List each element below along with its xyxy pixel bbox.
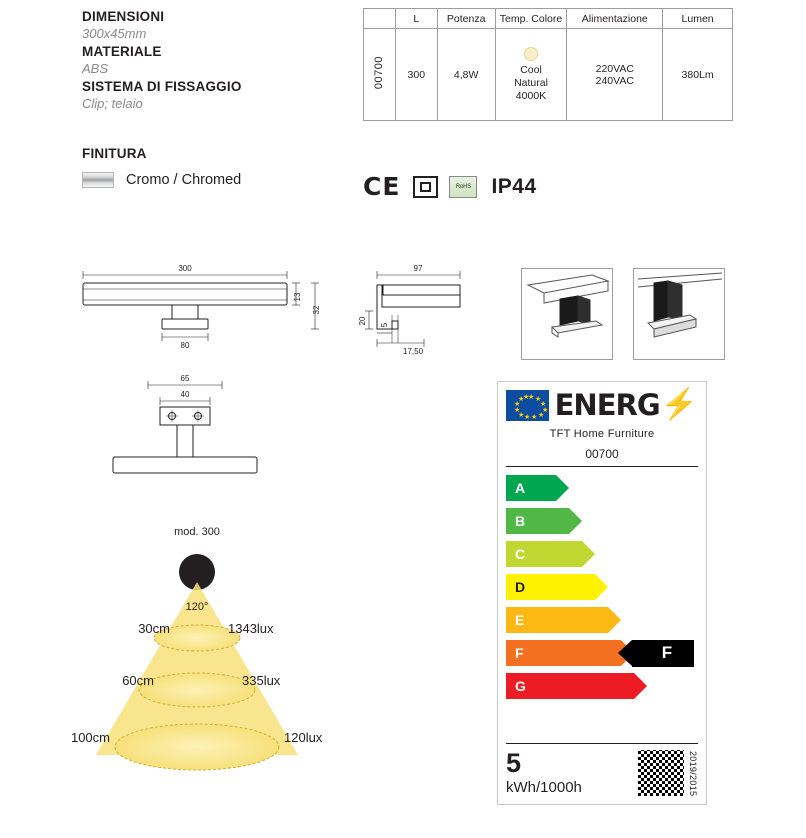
energy-class-label-a: A [506, 475, 556, 501]
spec-value-dimensioni: 300x45mm [82, 26, 147, 41]
energy-class-row-f [506, 638, 698, 668]
energy-class-label-f: F [506, 640, 621, 666]
certification-row [363, 174, 537, 199]
table-cell-voltage [567, 29, 663, 121]
energy-class-row-a [506, 473, 698, 503]
finish-section-title: FINITURA [82, 146, 147, 161]
table-cell-power: 4,8W [437, 29, 495, 121]
beam-level-3-ellipse [115, 724, 279, 770]
dim-front-width: 300 [178, 264, 192, 273]
beam-diagram [40, 510, 460, 820]
product-photo-right [633, 268, 725, 360]
energy-label-wordmark: ENERG [554, 388, 660, 422]
beam-level-1-lux: 1343lux [228, 621, 274, 636]
table-header-voltage: Alimentazione [567, 9, 663, 29]
energy-class-row-g [506, 671, 698, 701]
voltage-line-2: 240VAC [595, 74, 634, 87]
ce-mark-icon: CE [363, 172, 401, 201]
beam-model-label: mod. 300 [174, 526, 220, 538]
product-render-2 [634, 269, 725, 360]
table-header-code [364, 9, 396, 29]
table-cell-code [364, 29, 396, 121]
selected-energy-class-marker: F [632, 640, 694, 667]
beam-level-2-distance: 60cm [122, 673, 154, 688]
dim-plate-outer: 65 [180, 374, 190, 383]
finish-label: Cromo / Chromed [126, 172, 242, 188]
qr-code-icon [638, 750, 684, 796]
product-photo-left [521, 268, 613, 360]
energy-class-list [498, 473, 706, 701]
beam-level-3-lux: 120lux [284, 730, 323, 745]
energy-label [497, 381, 707, 805]
product-render-1 [522, 269, 613, 360]
finish-row [82, 172, 241, 188]
table-cell-lumen: 380Lm [663, 29, 733, 121]
dim-side-b: 5 [380, 322, 389, 328]
voltage-line-1: 220VAC [595, 62, 634, 75]
class-2-double-square-icon [413, 176, 438, 198]
product-code: 00700 [373, 56, 386, 90]
energy-class-label-b: B [506, 508, 569, 534]
dim-side-width: 97 [413, 264, 423, 273]
energy-label-header [498, 382, 706, 424]
table-cell-length: 300 [395, 29, 437, 121]
table-header-row [364, 9, 733, 29]
specifications-block [82, 8, 352, 113]
rohs-mark-icon: RoHS [449, 176, 477, 198]
table-header-power: Potenza [437, 9, 495, 29]
beam-level-2-ellipse [139, 673, 255, 707]
technical-drawings [0, 255, 500, 525]
color-temp-swatch-icon [524, 47, 538, 61]
energy-consumption-unit: kWh/1000h [506, 779, 582, 796]
beam-level-1-distance: 30cm [138, 621, 170, 636]
spec-title-dimensioni: DIMENSIONI [82, 9, 165, 24]
color-temp-line-3: 4000K [515, 89, 547, 102]
spec-title-materiale: MATERIALE [82, 44, 162, 59]
table-cell-color-temp [495, 29, 567, 121]
energy-class-label-c: C [506, 541, 582, 567]
beam-level-2-lux: 335lux [242, 673, 281, 688]
energy-class-row-d [506, 572, 698, 602]
lightning-bolt-icon: ⚡ [660, 388, 698, 421]
dim-base-height: 32 [312, 305, 321, 315]
drawing-front-view [83, 271, 319, 341]
dim-front-height: 13 [293, 292, 302, 302]
energy-consumption-block [506, 750, 638, 796]
dim-plate-inner: 40 [180, 390, 190, 399]
energy-class-label-d: D [506, 574, 595, 600]
spec-value-fissaggio: Clip; telaio [82, 96, 143, 111]
chrome-swatch-icon [82, 172, 114, 188]
dim-base-width: 80 [180, 341, 190, 350]
color-temp-line-2: Natural [514, 76, 548, 89]
drawing-side-view [365, 271, 460, 347]
energy-consumption-value: 5 [506, 748, 522, 778]
energy-label-footer [506, 743, 698, 796]
energy-class-row-b [506, 506, 698, 536]
specification-table [363, 8, 733, 121]
beam-level-3-distance: 100cm [70, 730, 110, 745]
eu-flag-icon: ★ ★ ★ ★ ★ ★ ★ ★ ★ ★ ★ ★ [506, 390, 549, 421]
spec-title-fissaggio: SISTEMA DI FISSAGGIO [82, 79, 242, 94]
table-header-lumen: Lumen [663, 9, 733, 29]
energy-class-row-c [506, 539, 698, 569]
color-temp-line-1: Cool [520, 63, 542, 76]
energy-label-brand: TFT Home Furniture [549, 428, 655, 440]
beam-angle-label: 120° [185, 601, 209, 613]
energy-regulation-reference: 2019/2015 [688, 750, 698, 796]
table-row [364, 29, 733, 121]
energy-class-label-e: E [506, 607, 608, 633]
table-header-color-temp: Temp. Colore [495, 9, 567, 29]
energy-class-row-e [506, 605, 698, 635]
energy-class-label-g: G [506, 673, 634, 699]
ip-rating-label: IP44 [491, 174, 537, 198]
table-header-length: L [395, 9, 437, 29]
energy-label-model: 00700 [506, 447, 698, 467]
dim-side-c: 17,50 [403, 347, 424, 356]
dim-side-a: 20 [358, 316, 367, 326]
spec-value-materiale: ABS [82, 61, 109, 76]
